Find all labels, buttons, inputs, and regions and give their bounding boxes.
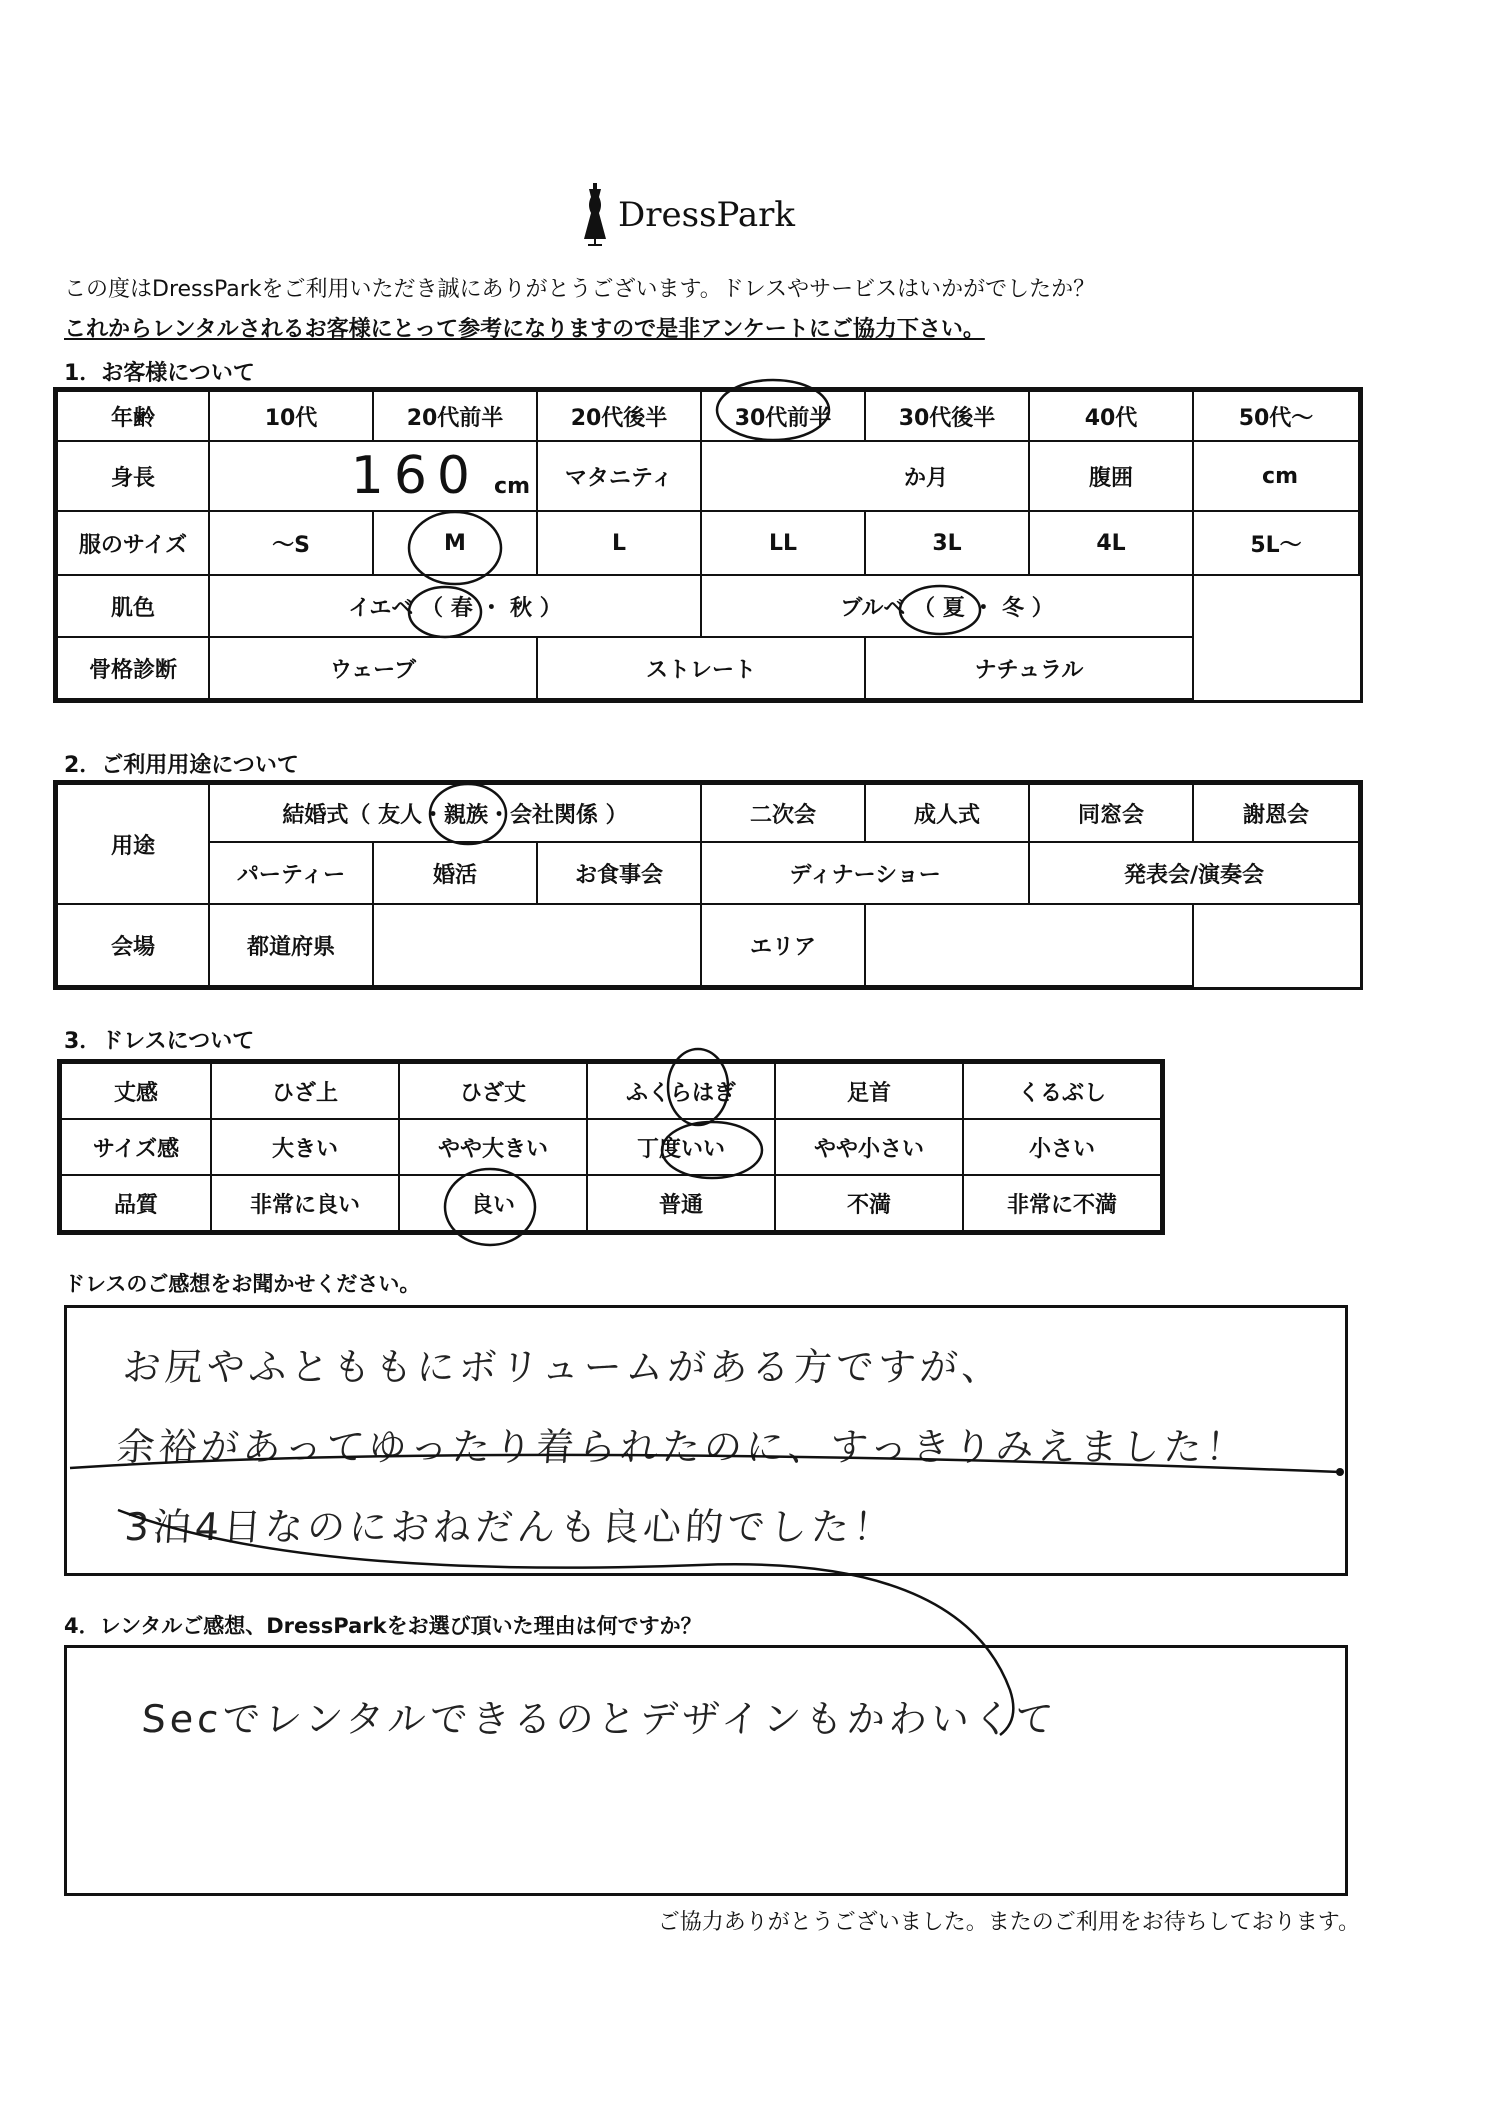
size-label: 服のサイズ bbox=[57, 511, 209, 575]
dress-form-icon bbox=[580, 183, 610, 247]
age-option[interactable]: 30代後半 bbox=[865, 391, 1029, 441]
length-option[interactable]: 足首 bbox=[775, 1063, 963, 1119]
comments-title: ドレスのご感想をお聞かせください。 bbox=[64, 1272, 421, 1296]
age-option[interactable]: 50代～ bbox=[1193, 391, 1359, 441]
comment-line: 3泊4日なのにおねだんも良心的でした！ bbox=[123, 1505, 897, 1549]
purpose-option[interactable]: パーティー bbox=[209, 842, 373, 904]
customer-info-table bbox=[56, 390, 1360, 700]
height-value: 160 bbox=[350, 446, 481, 506]
reason-answer: Secでレンタルできるのとデザインもかわいくて bbox=[140, 1697, 1059, 1741]
section1-title: 1．お客様について bbox=[64, 361, 255, 386]
skin-label: 肌色 bbox=[57, 575, 209, 637]
fit-option[interactable]: 大きい bbox=[211, 1119, 399, 1175]
comments-box[interactable] bbox=[64, 1305, 1348, 1576]
purpose-option[interactable]: ディナーショー bbox=[701, 842, 1029, 904]
age-option[interactable]: 40代 bbox=[1029, 391, 1193, 441]
purpose-option[interactable]: お食事会 bbox=[537, 842, 701, 904]
purpose-option[interactable]: 発表会/演奏会 bbox=[1029, 842, 1359, 904]
frame-option[interactable]: ナチュラル bbox=[865, 637, 1193, 699]
length-option[interactable]: ふくらはぎ bbox=[587, 1063, 775, 1119]
purpose-option[interactable]: 謝恩会 bbox=[1193, 784, 1359, 842]
area-field[interactable] bbox=[865, 904, 1193, 986]
quality-option[interactable]: 非常に良い bbox=[211, 1175, 399, 1231]
height-label: 身長 bbox=[57, 441, 209, 511]
dress-table bbox=[60, 1062, 1162, 1232]
length-option[interactable]: くるぶし bbox=[963, 1063, 1161, 1119]
fit-option[interactable]: 丁度いい bbox=[587, 1119, 775, 1175]
skin-yellow-base[interactable]: イエベ （ 春 ・ 秋 ） bbox=[209, 575, 701, 637]
prefecture-label: 都道府県 bbox=[209, 904, 373, 986]
section2-title: 2．ご利用用途について bbox=[64, 753, 299, 778]
fit-option[interactable]: やや大きい bbox=[399, 1119, 587, 1175]
age-option[interactable]: 20代後半 bbox=[537, 391, 701, 441]
length-option[interactable]: ひざ丈 bbox=[399, 1063, 587, 1119]
frame-blank bbox=[1193, 637, 1359, 699]
quality-option[interactable]: 良い bbox=[399, 1175, 587, 1231]
frame-option[interactable]: ストレート bbox=[537, 637, 865, 699]
fit-option[interactable]: やや小さい bbox=[775, 1119, 963, 1175]
purpose-option[interactable]: 婚活 bbox=[373, 842, 537, 904]
purpose-option[interactable]: 二次会 bbox=[701, 784, 865, 842]
waist-field[interactable] bbox=[1193, 441, 1359, 511]
quality-option[interactable]: 普通 bbox=[587, 1175, 775, 1231]
age-option[interactable]: 10代 bbox=[209, 391, 373, 441]
size-option[interactable]: 3L bbox=[865, 511, 1029, 575]
frame-label: 骨格診断 bbox=[57, 637, 209, 699]
purpose-label: 用途 bbox=[57, 784, 209, 904]
size-option[interactable]: 4L bbox=[1029, 511, 1193, 575]
comment-line: お尻やふとももにボリュームがある方ですが、 bbox=[121, 1345, 1006, 1389]
size-option[interactable]: M bbox=[373, 511, 537, 575]
size-option[interactable]: 5L～ bbox=[1193, 511, 1359, 575]
purpose-table bbox=[56, 783, 1360, 987]
size-option[interactable]: LL bbox=[701, 511, 865, 575]
fit-option[interactable]: 小さい bbox=[963, 1119, 1161, 1175]
waist-unit: cm bbox=[1262, 463, 1298, 489]
age-label: 年齢 bbox=[57, 391, 209, 441]
length-option[interactable]: ひざ上 bbox=[211, 1063, 399, 1119]
venue-blank bbox=[1193, 904, 1359, 986]
fit-label: サイズ感 bbox=[61, 1119, 211, 1175]
purpose-option[interactable]: 同窓会 bbox=[1029, 784, 1193, 842]
venue-label: 会場 bbox=[57, 904, 209, 986]
height-field[interactable] bbox=[209, 441, 537, 511]
maternity-months-field[interactable] bbox=[701, 441, 1029, 511]
age-option[interactable]: 30代前半 bbox=[701, 391, 865, 441]
age-option[interactable]: 20代前半 bbox=[373, 391, 537, 441]
logo-text: DressPark bbox=[618, 195, 796, 235]
skin-blue-base[interactable]: ブルベ （ 夏 ・ 冬 ） bbox=[701, 575, 1193, 637]
area-label: エリア bbox=[701, 904, 865, 986]
prefecture-field[interactable] bbox=[373, 904, 701, 986]
height-unit: cm bbox=[494, 474, 530, 499]
waist-label: 腹囲 bbox=[1029, 441, 1193, 511]
quality-label: 品質 bbox=[61, 1175, 211, 1231]
quality-option[interactable]: 非常に不満 bbox=[963, 1175, 1161, 1231]
purpose-wedding[interactable]: 結婚式（ 友人・親族・会社関係 ） bbox=[209, 784, 701, 842]
section4-title: 4．レンタルご感想、DressParkをお選び頂いた理由は何ですか？ bbox=[64, 1614, 702, 1638]
comment-line: 余裕があってゆったり着られたのに、すっきりみえました！ bbox=[115, 1425, 1250, 1469]
dresspark-logo bbox=[580, 180, 795, 250]
reason-box[interactable] bbox=[64, 1645, 1348, 1896]
size-option[interactable]: ～S bbox=[209, 511, 373, 575]
maternity-label: マタニティ bbox=[537, 441, 701, 511]
footer-thanks: ご協力ありがとうございました。またのご利用をお待ちしております。 bbox=[657, 1910, 1360, 1935]
skin-blank bbox=[1193, 575, 1359, 637]
purpose-option[interactable]: 成人式 bbox=[865, 784, 1029, 842]
frame-option[interactable]: ウェーブ bbox=[209, 637, 537, 699]
quality-option[interactable]: 不満 bbox=[775, 1175, 963, 1231]
intro-request-text: これからレンタルされるお客様にとって参考になりますので是非アンケートにご協力下さい。 bbox=[64, 317, 985, 342]
size-option[interactable]: L bbox=[537, 511, 701, 575]
intro-text: この度はDressParkをご利用いただき誠にありがとうございます。ドレスやサービスはいかがでしたか？ bbox=[64, 277, 1096, 302]
months-label: か月 bbox=[903, 465, 948, 491]
length-label: 丈感 bbox=[61, 1063, 211, 1119]
section3-title: 3．ドレスについて bbox=[64, 1029, 255, 1054]
